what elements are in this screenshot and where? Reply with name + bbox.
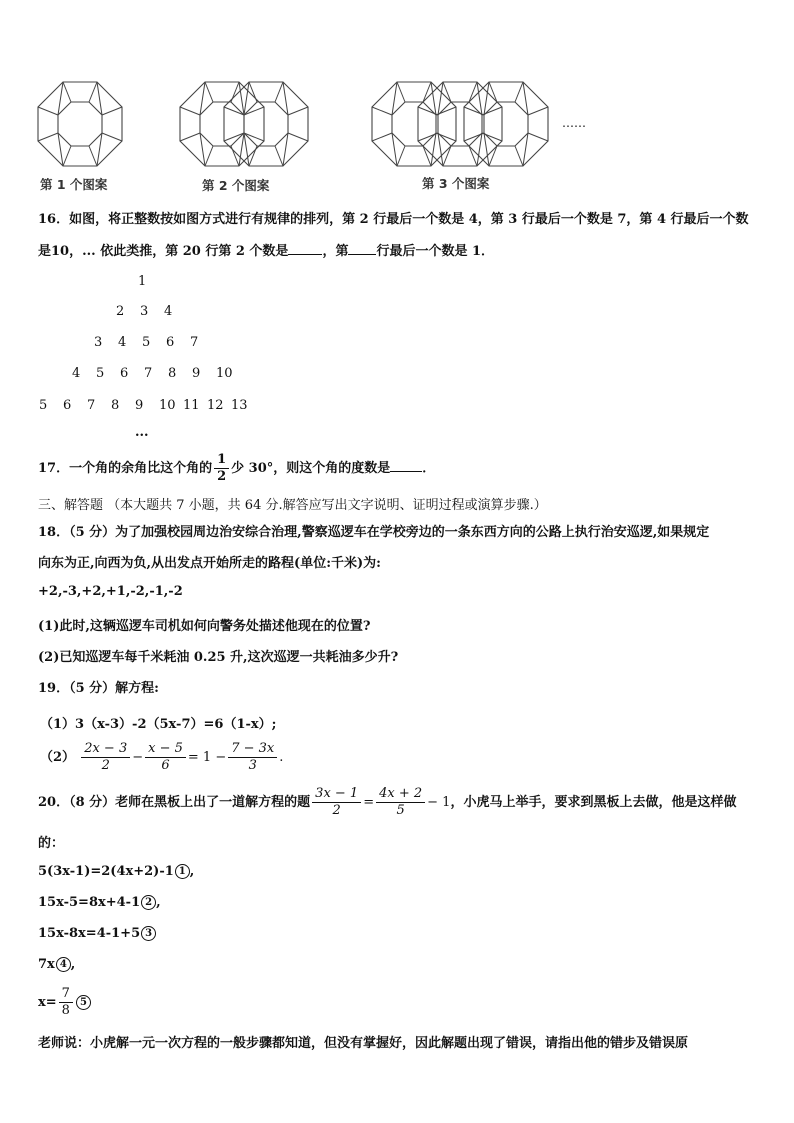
q16-line1: 16．如图，将正整数按如图方式进行有规律的排列，第 2 行最后一个数是 4，第 3 行最后一个数是 7，第 4 行最后一个数 (38, 212, 749, 227)
pattern-ellipsis: …… (562, 116, 586, 130)
q20-question: 20．（8 分）老师在黑板上出了一道解方程的题 $\frac{3x - 1}{2}$ = $\frac{4x + 2}{5}$ − 1，小虎马上举手，要求到黑板上去做，他是这样做 (38, 786, 737, 818)
step-3-circled-number: 3 (141, 926, 156, 941)
pattern-3-caption: 第 3 个图案 (422, 176, 490, 191)
q19-frac-1: $\frac{2x - 3}{2}$ (81, 741, 130, 774)
q20-step-1: 5(3x-1)=2(4x+2)-1 1 , (38, 864, 195, 879)
section-3-heading: 三、解答题 （本大题共 7 小题，共 64 分.解答应写出文字说明、证明过程或演算步骤.） (38, 498, 547, 513)
q18-sub2: (2)已知巡逻车每千米耗油 0.25 升,这次巡逻一共耗油多少升? (38, 650, 399, 665)
pattern-figures (0, 0, 794, 200)
q19-eq2: （2） $\frac{2x - 3}{2}$ − $\frac{x - 5}{6}$ = 1 − $\frac{7 - 3x}{3}$ . (40, 741, 284, 773)
triangle-row-2: 2 3 4 (116, 304, 173, 319)
q17-blank (390, 471, 422, 472)
q20-step-5: x= $\frac{7}{8}$ 5 (38, 986, 91, 1019)
q20-step-3: 15x-8x=4-1+5 3 (38, 926, 156, 941)
q20-frac-1: $\frac{3x - 1}{2}$ (312, 786, 361, 819)
step-5-fraction: $\frac{7}{8}$ (59, 986, 73, 1019)
pattern-3-figure (372, 82, 548, 166)
q20-step-4: 7x 4 , (38, 957, 76, 972)
pattern-2-figure (180, 82, 308, 166)
q20-teacher-comment: 老师说：小虎解一元一次方程的一般步骤都知道，但没有掌握好，因此解题出现了错误，请指出他的错步及错误原 (38, 1036, 689, 1051)
triangle-row-1: 1 (138, 274, 147, 289)
q20-line2: 的： (38, 836, 65, 851)
triangle-row-5: 5 6 7 8 9 10 11 12 13 (39, 398, 248, 413)
q17-fraction: $\frac{1}{2}$ (214, 452, 229, 485)
step-5-circled-number: 5 (76, 995, 91, 1010)
q20-step-2: 15x-5=8x+4-1 2 , (38, 895, 161, 910)
q19-eq1: （1）3（x-3）-2（5x-7）=6（1-x）; (40, 717, 277, 732)
q18-line1: 18．（5 分）为了加强校园周边治安综合治理,警察巡逻车在学校旁边的一条东西方向的公路上执行治安巡逻,如果规定 (38, 525, 710, 540)
q17-question: 17．一个角的余角比这个角的 $\frac{1}{2}$ 少 30°，则这个角的度数是 ． (38, 452, 436, 484)
q20-frac-2: $\frac{4x + 2}{5}$ (376, 786, 425, 819)
step-2-circled-number: 2 (141, 895, 156, 910)
step-4-circled-number: 4 (56, 957, 71, 972)
step-1-circled-number: 1 (175, 864, 190, 879)
q18-sub1: (1)此时,这辆巡逻车司机如何向警务处描述他现在的位置? (38, 619, 371, 634)
q16-blank-2 (348, 254, 376, 255)
pattern-2-caption: 第 2 个图案 (202, 178, 270, 193)
triangle-dots: ... (135, 425, 149, 440)
q16-line2: 是10，... 依此类推，第 20 行第 2 个数是 ，第 行最后一个数是 1． (38, 244, 495, 259)
pattern-1-caption: 第 1 个图案 (40, 177, 108, 192)
q16-blank-1 (288, 254, 322, 255)
q19-title: 19．（5 分）解方程: (38, 681, 159, 696)
q19-frac-2: $\frac{x - 5}{6}$ (145, 741, 186, 774)
q18-data: +2,-3,+2,+1,-2,-1,-2 (38, 584, 183, 599)
pattern-1-figure (38, 82, 122, 166)
q19-frac-3: $\frac{7 - 3x}{3}$ (228, 741, 277, 774)
triangle-row-3: 3 4 5 6 7 (94, 335, 199, 350)
q18-line2: 向东为正,向西为负,从出发点开始所走的路程(单位:千米)为: (38, 556, 381, 571)
triangle-row-4: 4 5 6 7 8 9 10 (72, 366, 233, 381)
